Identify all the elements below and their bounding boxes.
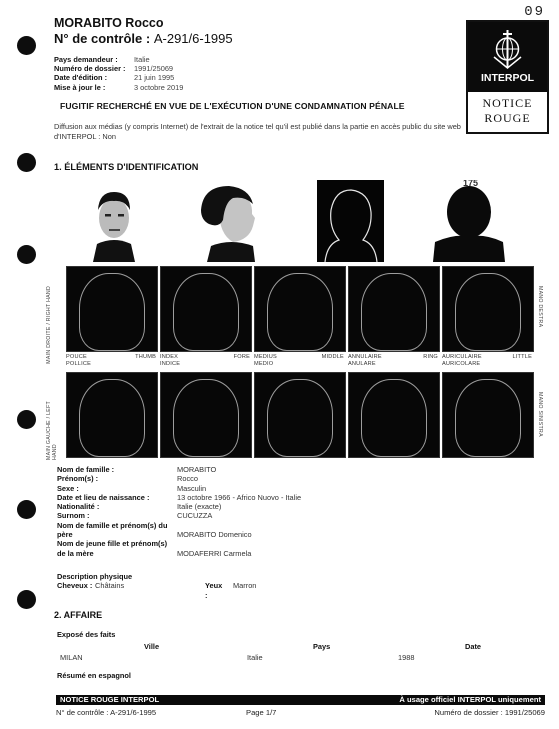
identity-value: MORABITO Domenico <box>177 530 252 540</box>
identity-value: MORABITO <box>177 465 217 474</box>
control-value: A-291/6-1995 <box>153 31 233 46</box>
photo-front <box>83 180 145 262</box>
silhouette-image <box>317 180 384 262</box>
resume-title: Résumé en espagnol <box>57 671 131 680</box>
fingerprint-left-index <box>160 372 252 458</box>
badge-org: INTERPOL <box>480 72 535 84</box>
notice-purpose: FUGITIF RECHERCHÉ EN VUE DE L'EXÉCUTION D'UNE CONDAMNATION PÉNALE <box>60 101 405 111</box>
portrait-profile-image <box>197 180 267 262</box>
notice-meta <box>54 55 183 92</box>
hair-value: Châtains <box>95 581 125 591</box>
footer-page: Page 1/7 <box>246 708 277 717</box>
identity-label: Sexe : <box>57 483 79 493</box>
punch-hole <box>17 590 36 609</box>
side-label-left-hand: MAIN GAUCHE / LEFT HAND <box>46 401 58 460</box>
footer-bar-right: À usage officiel INTERPOL uniquement <box>399 695 541 704</box>
identity-value: Italie (exacte) <box>177 502 222 512</box>
finger-label-en: THUMB <box>135 354 156 360</box>
side-label-mano-destra: MANO DESTRA <box>537 286 543 328</box>
portrait-front-image <box>83 180 145 262</box>
punch-hole <box>17 410 36 429</box>
eyes-label: Yeux : <box>205 581 223 600</box>
hair-label: Cheveux : <box>57 581 93 591</box>
finger-label <box>254 354 344 367</box>
finger-label-en: LITTLE <box>512 354 532 360</box>
footer-control: N° de contrôle : A-291/6-1995 <box>56 708 157 717</box>
fingerprint-right-index <box>160 266 252 352</box>
badge-rouge: ROUGE <box>484 111 531 125</box>
meta-value: 3 octobre 2019 <box>134 82 184 92</box>
finger-label-it: POLLICE <box>66 360 92 367</box>
fingerprint-left-thumb <box>66 372 158 458</box>
eyes-value: Marron <box>233 581 257 591</box>
fingerprint-card <box>46 266 543 460</box>
footer-bar <box>56 695 545 705</box>
meta-label: Numéro de dossier : <box>54 64 126 74</box>
finger-label-fr: MEDIUS <box>254 354 277 360</box>
expose-title: Exposé des faits <box>57 630 116 639</box>
punch-hole <box>17 245 36 264</box>
cell-pays: Italie <box>247 653 263 662</box>
finger-label-it: MEDIO <box>254 360 274 367</box>
side-label-right-hand: MAIN DROITE / RIGHT HAND <box>46 286 52 364</box>
finger-label <box>442 354 532 367</box>
identity-label: Surnom : <box>57 511 90 521</box>
physical-description-row <box>57 581 257 600</box>
section-identification-title: 1. ÉLÉMENTS D'IDENTIFICATION <box>54 162 199 172</box>
photo-dark <box>433 180 505 262</box>
side-label-mano-sinistra: MANO SINISTRA <box>537 392 543 437</box>
identity-label: Nationalité : <box>57 502 100 512</box>
photo-profile <box>197 180 267 262</box>
meta-label: Date d'édition : <box>54 73 108 83</box>
punch-hole <box>17 153 36 172</box>
physical-description-title: Description physique <box>57 572 133 581</box>
footer-bar-left: NOTICE ROUGE INTERPOL <box>60 695 160 704</box>
identity-value: Masculin <box>177 483 207 493</box>
identity-label: Nom de jeune fille et prénom(s) <box>57 539 168 549</box>
finger-label-en: FORE <box>233 354 250 360</box>
interpol-red-notice-badge <box>466 20 549 134</box>
footer-dossier: Numéro de dossier : 1991/25069 <box>434 708 545 717</box>
finger-label-it: AURICOLARE <box>442 360 481 367</box>
finger-label-fr: AURICULAIRE <box>442 354 482 360</box>
finger-label <box>348 354 438 367</box>
badge-header <box>468 22 547 92</box>
photo-silhouette <box>317 180 384 262</box>
meta-row <box>54 64 183 73</box>
meta-row <box>54 73 183 82</box>
meta-row <box>54 55 183 64</box>
meta-label: Mise à jour le : <box>54 82 106 92</box>
cell-ville: MILAN <box>60 653 83 662</box>
finger-label <box>66 354 156 367</box>
fingerprint-right-little <box>442 266 534 352</box>
meta-label: Pays demandeur : <box>54 55 118 64</box>
finger-label <box>160 354 250 367</box>
meta-value: Italie <box>134 55 150 64</box>
control-label: N° de contrôle : <box>54 31 151 46</box>
identity-value: Rocco <box>177 474 198 484</box>
interpol-globe-sword-icon <box>468 24 547 74</box>
finger-label-fr: ANNULAIRE <box>348 354 382 360</box>
page-marker: 09 <box>524 4 545 20</box>
identity-label: père <box>57 530 73 540</box>
physical-description <box>57 572 257 600</box>
identity-value: CUCUZZA <box>177 511 213 521</box>
fingerprint-left-middle <box>254 372 346 458</box>
subject-name: MORABITO Rocco <box>54 16 164 30</box>
cell-date: 1988 <box>398 653 415 662</box>
header-pays: Pays <box>313 642 331 651</box>
fingerprint-left-ring <box>348 372 440 458</box>
finger-label-en: MIDDLE <box>321 354 344 360</box>
identity-label: Date et lieu de naissance : <box>57 492 150 502</box>
dark-portrait-image <box>433 180 505 262</box>
meta-row <box>54 83 183 92</box>
fingerprint-right-thumb <box>66 266 158 352</box>
identity-label: Nom de famille : <box>57 465 115 474</box>
identity-label: Nom de famille et prénom(s) du <box>57 520 168 530</box>
control-number <box>54 31 233 46</box>
fingerprint-right-middle <box>254 266 346 352</box>
finger-label-en: RING <box>423 354 438 360</box>
finger-label-it: INDICE <box>160 360 181 367</box>
photo-overlay-number: 175 <box>463 180 479 188</box>
punch-hole <box>17 500 36 519</box>
punch-hole <box>17 36 36 55</box>
section-affaire-title: 2. AFFAIRE <box>54 610 103 620</box>
finger-label-it: ANULARE <box>348 360 376 367</box>
identity-value: MODAFERRI Carmela <box>177 548 252 558</box>
header-date: Date <box>465 642 482 651</box>
meta-value: 21 juin 1995 <box>134 73 175 83</box>
finger-label-fr: INDEX <box>160 354 179 360</box>
identity-label: Prénom(s) : <box>57 474 99 484</box>
identity-value: 13 octobre 1966 - Africo Nuovo - Italie <box>177 492 302 502</box>
badge-notice: NOTICE <box>482 96 533 110</box>
media-diffusion: Diffusion aux médias (y compris Internet) de l'extrait de la notice tel qu'il est publié dans la partie en accès public du site web d'INTERPOL : Non <box>54 122 461 141</box>
finger-label-fr: POUCE <box>66 354 87 360</box>
fingerprint-right-ring <box>348 266 440 352</box>
header-ville: Ville <box>144 642 160 651</box>
identity-label: de la mère <box>57 548 94 558</box>
meta-value: 1991/25069 <box>134 64 174 74</box>
fingerprint-left-little <box>442 372 534 458</box>
